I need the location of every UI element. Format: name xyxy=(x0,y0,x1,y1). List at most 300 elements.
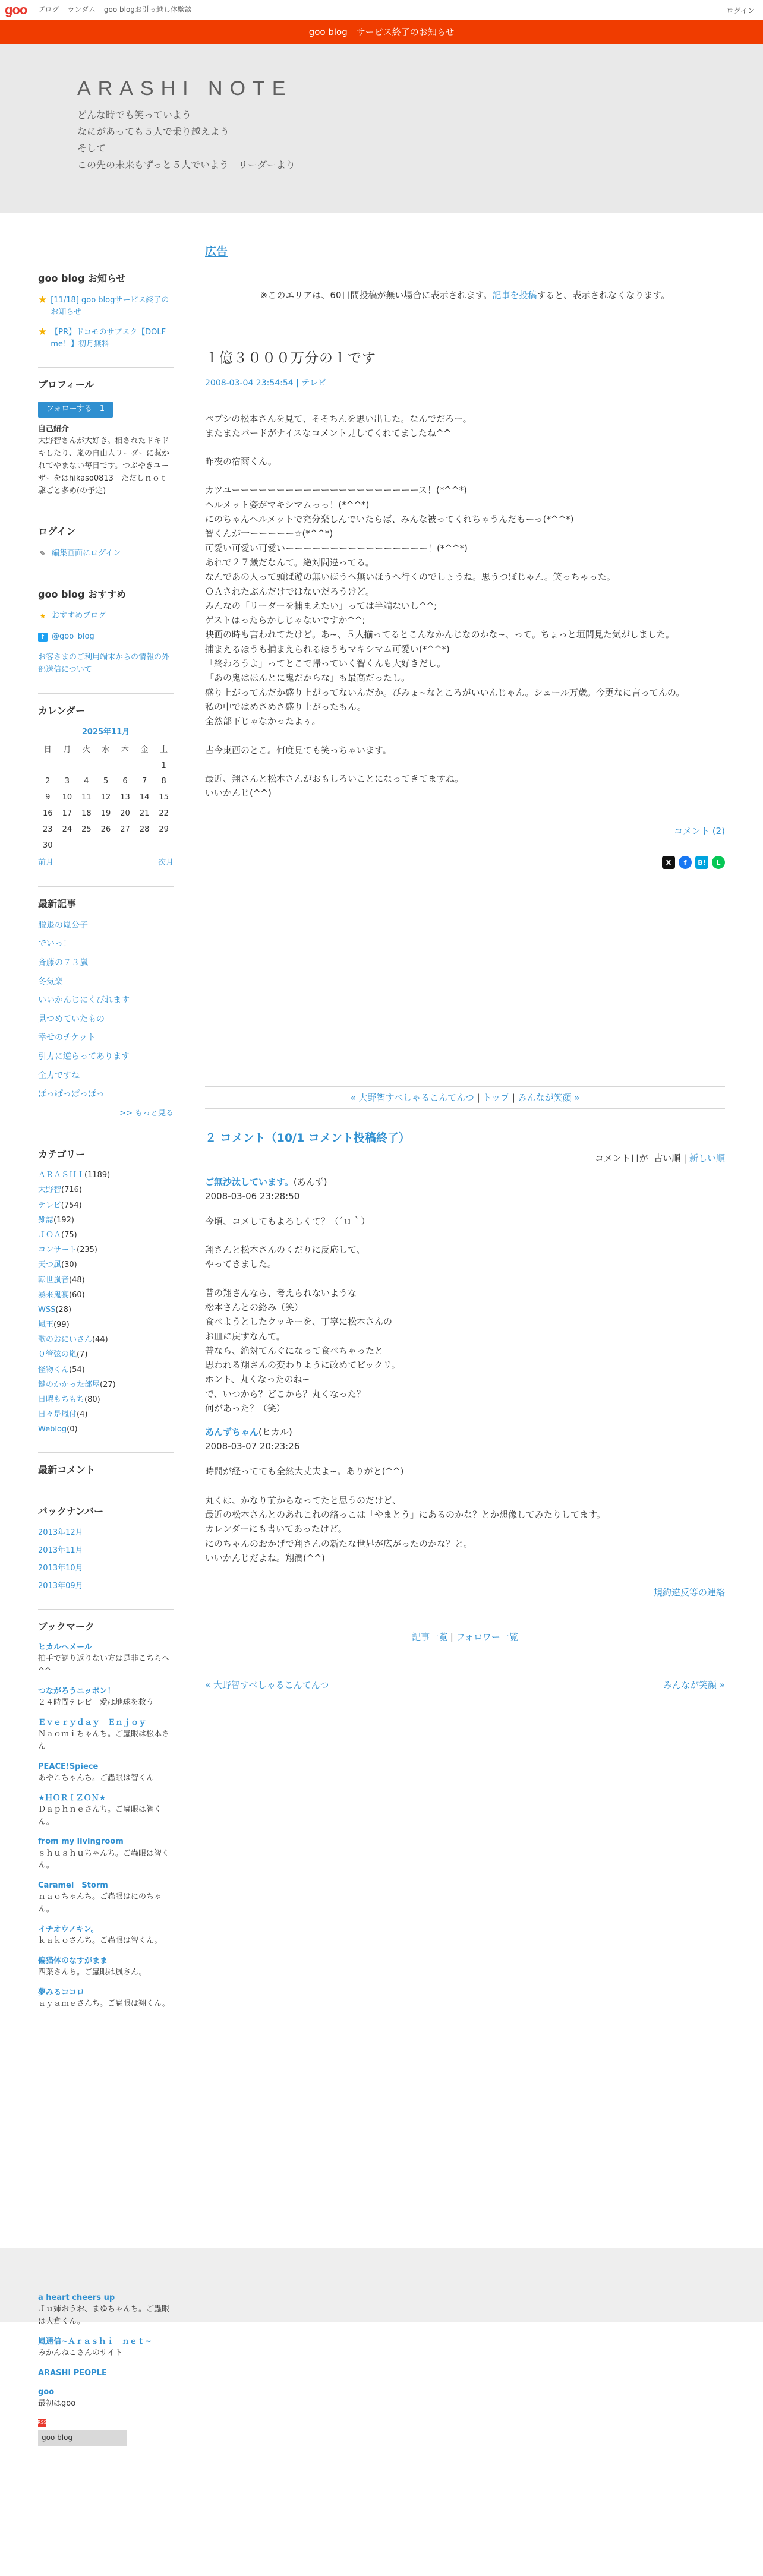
category-count: (7) xyxy=(77,1350,88,1360)
post-meta xyxy=(205,377,725,390)
comment-spacer xyxy=(205,1203,725,1214)
category-item[interactable] xyxy=(38,1290,174,1301)
bottom-area xyxy=(38,2293,174,2446)
category-item[interactable] xyxy=(38,1305,174,1316)
recent-post-link[interactable]: 見つめていたもの xyxy=(38,1014,105,1024)
category-name[interactable]: コンサート xyxy=(38,1246,77,1255)
category-count: (48) xyxy=(69,1275,85,1285)
calendar-day[interactable]: 27 xyxy=(120,824,130,834)
recent-post-link[interactable]: ぽっぽっぽっぽっ xyxy=(38,1089,105,1099)
category-name[interactable]: 鍵のかかった部屋 xyxy=(38,1380,100,1389)
comment xyxy=(205,1175,725,1416)
category-name[interactable]: WSS xyxy=(38,1305,56,1314)
bookmark-link[interactable]: goo xyxy=(38,2387,55,2397)
calendar-day xyxy=(58,758,77,775)
post-category[interactable]: テレビ xyxy=(301,378,327,388)
category-name[interactable]: ＪＯＡ xyxy=(38,1230,62,1240)
calendar-weekday: 水 xyxy=(102,745,110,754)
rss-icon[interactable]: RSS xyxy=(38,2419,46,2427)
comment-line: 翔さんと松本さんのくだりに反応して、 xyxy=(205,1244,365,1256)
service-end-notice-text[interactable]: goo blog サービス終了のお知らせ xyxy=(308,27,455,37)
blog-description xyxy=(77,107,295,173)
comment-date: 2008-03-06 23:28:50 xyxy=(205,1190,300,1202)
calendar-weekday: 木 xyxy=(121,745,130,754)
profile-intro-text: 大野智さんが大好き。相されたドキドキしたり、嵐の自由人リーダーに惹かれてやまない毎日です。つぶやきユーザーをはhikaso0813 ただしｎｏｔ駆ごと多め(の予定) xyxy=(38,437,170,495)
bookmark-description: ａｙａｍｅさんち。ご蟲眼は翔くん。 xyxy=(38,1999,170,2009)
category-name[interactable]: ０管弦の嵐 xyxy=(38,1350,77,1360)
post-body-line: ペプシの松本さんを見て、そそちんを思い出した。なんでだろー。 xyxy=(205,413,472,424)
edit-login-link[interactable]: 編集画面にログイン xyxy=(52,548,121,558)
calendar-week-row xyxy=(38,774,174,790)
calendar-day[interactable]: 14 xyxy=(139,793,150,802)
calendar-day xyxy=(77,838,96,854)
category-count: (4) xyxy=(77,1410,88,1420)
calendar-day[interactable]: 16 xyxy=(43,809,53,818)
category-count: (44) xyxy=(92,1335,108,1345)
category-item[interactable] xyxy=(38,1245,174,1256)
blog-description-line: この先の未来もずっと５人でいよう リーダーより xyxy=(77,159,296,170)
post-body-line: ゲストはったらかしじゃないですか^^; xyxy=(205,615,365,626)
profile-intro-label: 自己紹介 xyxy=(38,424,70,434)
calendar-day[interactable]: 26 xyxy=(100,824,111,834)
star-icon: ★ xyxy=(38,325,48,338)
bookmark-link[interactable]: ARASHI PEOPLE xyxy=(38,2368,107,2378)
post-navigation xyxy=(205,1086,725,1109)
post-nav-separator: | xyxy=(474,1092,483,1104)
news-item-link[interactable]: [11/18] goo blogサービス終了のお知らせ xyxy=(51,295,169,317)
recommend-widget-title: goo blog おすすめ xyxy=(38,588,127,600)
bookmark-link[interactable]: from my livingroom xyxy=(38,1837,124,1847)
category-name[interactable]: 大野智 xyxy=(38,1186,62,1195)
main-area xyxy=(0,213,763,2239)
category-name[interactable]: 日々是嵐付 xyxy=(38,1410,77,1420)
hatena-share-icon[interactable]: B! xyxy=(695,856,708,869)
post-body-line: 全然部下じゃなかったよぅ。 xyxy=(205,716,321,727)
calendar-day[interactable]: 5 xyxy=(103,777,109,786)
comment-line xyxy=(205,1228,725,1243)
category-count: (0) xyxy=(67,1425,78,1434)
twitter-link[interactable]: @goo_blog xyxy=(52,632,94,641)
comment-spacer xyxy=(205,1453,725,1464)
category-name[interactable]: Weblog xyxy=(38,1425,67,1434)
calendar-week-row xyxy=(38,758,174,775)
post-nav-separator: | xyxy=(509,1092,518,1104)
bookmark-link[interactable]: Caramel Storm xyxy=(38,1881,108,1891)
recent-posts-widget xyxy=(38,886,174,1120)
post-meta-separator: | xyxy=(293,378,302,388)
post-body-line xyxy=(205,729,725,743)
pencil-icon: ✎ xyxy=(39,549,46,558)
calendar-day[interactable]: 3 xyxy=(64,777,70,786)
post-date[interactable]: 2008-03-04 23:54:54 xyxy=(205,378,294,388)
follow-button[interactable]: フォローする 1 xyxy=(38,402,113,418)
category-item[interactable] xyxy=(38,1349,174,1360)
login-link[interactable]: ログイン xyxy=(726,7,755,15)
comment-line: 思われる翔さんの変わりように改めてビックリ。 xyxy=(205,1360,401,1371)
comment-line: やってきました。 xyxy=(205,1259,277,1270)
x-share-icon[interactable]: X xyxy=(662,856,675,869)
post-body-line: 映画の時も言われてたけど。あ~、５人揃ってるとこんなかんじなのかな~、って。ちょっと垣間見た気がしました。 xyxy=(205,629,674,640)
bookmark-description: Ｎａｏｍｉちゃんち。ご蟲眼は松本さん xyxy=(38,1730,170,1751)
comment xyxy=(205,1425,725,1565)
bookmark-widget xyxy=(38,1609,174,2011)
category-name[interactable]: 嵐王 xyxy=(38,1320,54,1330)
calendar-day xyxy=(115,758,135,775)
recent-post-link[interactable]: 冬気楽 xyxy=(38,976,63,987)
category-name[interactable]: 転世嵐音 xyxy=(38,1275,70,1285)
login-widget-title: ログイン xyxy=(38,526,76,538)
blog-title[interactable]: ARASHI NOTE xyxy=(77,77,293,100)
comment-line: カレンダーにも書いてあったけど。 xyxy=(205,1524,347,1535)
category-list xyxy=(38,1170,174,1435)
bookmark-description: Ｊｕ姉おうお、まゆちゃんち。ご蟲眼は大倉くん。 xyxy=(38,2305,170,2326)
calendar-next-link[interactable]: 次月 xyxy=(157,858,174,868)
calendar-day xyxy=(115,838,135,854)
bookmark-link[interactable]: 夢みるココロ xyxy=(38,1987,85,1997)
calendar-day[interactable]: 29 xyxy=(159,824,169,834)
calendar-day[interactable]: 11 xyxy=(81,793,92,802)
news-item[interactable] xyxy=(38,327,174,350)
category-count: (28) xyxy=(55,1305,72,1314)
calendar-table xyxy=(38,742,174,854)
category-name[interactable]: 歌のおにいさん xyxy=(38,1335,93,1345)
login-widget xyxy=(38,514,174,560)
calendar-day[interactable]: 10 xyxy=(62,793,72,802)
category-widget xyxy=(38,1137,174,1436)
calendar-day[interactable]: 25 xyxy=(81,824,92,834)
bookmark-link[interactable]: イチオウノキン。 xyxy=(38,1924,99,1934)
backnumber-title: バックナンバー xyxy=(38,1506,104,1518)
ad-notice-prefix: ※このエリアは、60日間投稿が無い場合に表示されます。 xyxy=(260,290,493,301)
category-count: (54) xyxy=(69,1365,85,1374)
post-body-line xyxy=(205,757,725,772)
backnumber-link[interactable]: 2013年09月 xyxy=(38,1582,83,1591)
comment-author xyxy=(205,1425,725,1439)
latest-comments-title: 最新コメント xyxy=(38,1464,96,1475)
bookmark-title: ブックマーク xyxy=(38,1620,94,1632)
calendar-day[interactable]: 2 xyxy=(45,777,51,786)
calendar-day[interactable]: 19 xyxy=(100,809,111,818)
category-item[interactable] xyxy=(38,1215,174,1226)
calendar-weekday-row xyxy=(38,742,174,758)
bookmark-list xyxy=(38,1642,174,2011)
article-list-link[interactable]: 記事一覧 xyxy=(412,1632,448,1643)
post-body-line: 盛り上がってんだか盛り上がってないんだか。ぴみょ~なところがいいんじゃん。シュール万歳。今更なに言ってんの。 xyxy=(205,687,685,698)
topnav-random[interactable]: ランダム xyxy=(67,5,96,14)
topnav-migration[interactable]: goo blogお引っ越し体験談 xyxy=(103,5,192,14)
sort-separator: | xyxy=(680,1152,689,1164)
recent-post-link[interactable]: 幸せのチケット xyxy=(38,1033,96,1043)
category-count: (716) xyxy=(61,1186,82,1195)
calendar-day xyxy=(135,838,155,854)
follower-list-link[interactable]: フォロワー一覧 xyxy=(456,1632,518,1643)
goo-blog-badge-text[interactable]: goo blog xyxy=(42,2433,73,2442)
post-body-line: 捕まえるほうも捕まえられるほうもマキシマム可愛い(*^^*) xyxy=(205,643,450,655)
news-item[interactable] xyxy=(38,295,174,318)
line-share-icon[interactable]: L xyxy=(712,856,725,869)
post-body-line: 「あの鬼はほんとに鬼だからな」も最高だったし。 xyxy=(205,672,411,684)
backnumber-link[interactable]: 2013年10月 xyxy=(38,1564,83,1573)
post-body-line: あれで２７歳だなんて。絶対間違ってる。 xyxy=(205,557,374,568)
backnumber-widget xyxy=(38,1494,174,1592)
bookmark-description: 拍手で謎り返りない方は是非こちらへ^^ xyxy=(38,1654,170,1676)
blog-description-line: なにがあっても５人で乗り越えよう xyxy=(77,126,229,137)
news-item-link[interactable]: 【PR】ドコモのサブスク【DOLF me！】初月無料 xyxy=(51,327,166,349)
calendar-day[interactable]: 12 xyxy=(100,793,111,802)
category-name[interactable]: ＡＲＡＳＨＩ xyxy=(38,1171,85,1180)
comment-line: 普なら、絶対てんぐになって食べちゃったと xyxy=(205,1345,384,1356)
external-transmission-link[interactable]: お客さまのご利用端末からの情報の外部送信について xyxy=(38,652,170,674)
recent-posts-list xyxy=(38,920,174,1101)
comments-header: ２ コメント（10/1 コメント投稿終了） xyxy=(205,1131,410,1145)
bookmark-description: Ｄａｐｈｎｅさんち。ご蟲眼は智くん。 xyxy=(38,1804,162,1826)
bookmark-description: 最初はgoo xyxy=(38,2399,76,2409)
category-name[interactable]: 怪物くん xyxy=(38,1365,70,1374)
comment-line: 今頃、コメしてもよろしくて？（´ｕ｀） xyxy=(205,1215,370,1227)
comment-count-link[interactable]: コメント (2) xyxy=(673,826,725,837)
latest-comments-widget xyxy=(38,1452,174,1478)
bottom-prev-post-link[interactable]: « 大野智すべしゃるこんてんつ xyxy=(205,1680,329,1691)
bookmark-description: ｎａｏちゃんち。ご蟲眼はにのちゃん。 xyxy=(38,1892,162,1914)
comment-handle: (ヒカル) xyxy=(258,1427,292,1438)
calendar-day[interactable]: 17 xyxy=(62,809,72,818)
category-name[interactable]: 天つ風 xyxy=(38,1260,62,1270)
topnav-blog[interactable]: ブログ xyxy=(37,5,59,14)
top-bar xyxy=(0,0,763,20)
ad-notice-suffix: すると、表示されなくなります。 xyxy=(537,290,670,301)
goo-logo[interactable]: goo xyxy=(5,2,27,17)
comment-line xyxy=(205,1272,725,1286)
calendar-day xyxy=(58,838,77,854)
post-article-link[interactable]: 記事を投稿 xyxy=(492,290,537,301)
more-posts-link[interactable]: >> もっと見る xyxy=(119,1108,174,1118)
sidebar xyxy=(38,261,174,2027)
service-end-notice[interactable] xyxy=(0,20,763,44)
post-body-line: カツユーーーーーーーーーーーーーーーーーーーーース！(*^^*) xyxy=(205,485,467,496)
post-body-line: にのちゃんヘルメットで充分楽しんでいたらば、みんな被ってくれちゃうんだもーっ(*^^*) xyxy=(205,514,574,525)
category-name[interactable]: テレビ xyxy=(38,1200,61,1210)
prev-post-link[interactable]: « 大野智すべしゃるこんてんつ xyxy=(350,1092,474,1104)
post-title[interactable]: １億３０００万分の１です xyxy=(205,350,376,366)
calendar-weekday: 日 xyxy=(43,745,52,754)
sort-old-option[interactable]: 古い順 xyxy=(654,1152,681,1164)
next-post-link[interactable]: みんなが笑顔 » xyxy=(518,1092,580,1104)
calendar-body xyxy=(38,758,174,854)
news-widget xyxy=(38,261,174,350)
post-body-line: いいかんじ(^^) xyxy=(205,788,272,799)
star-icon: ★ xyxy=(39,612,46,621)
calendar-day[interactable]: 7 xyxy=(141,777,147,786)
category-item[interactable] xyxy=(38,1424,174,1435)
top-link[interactable]: トップ xyxy=(483,1092,509,1104)
category-item[interactable] xyxy=(38,1365,174,1376)
recommend-blog-row[interactable] xyxy=(38,610,174,622)
bookmark-link[interactable]: a heart cheers up xyxy=(38,2293,115,2302)
calendar-prev-link[interactable]: 前月 xyxy=(38,858,54,868)
calendar-day xyxy=(96,758,116,775)
calendar-day xyxy=(38,758,58,775)
comment-line xyxy=(205,1479,725,1493)
bookmark-description: あやこちゃんち。ご蟲眼は智くん xyxy=(38,1773,155,1782)
comment-line: ホント、丸くなったのね~ xyxy=(205,1374,310,1385)
bookmark-link[interactable]: つながろうニッポン！ xyxy=(38,1686,115,1696)
calendar-day[interactable]: 28 xyxy=(139,824,150,834)
post-body-line: みんなの「リーダーを捕まえたい」っては半端ないし^^; xyxy=(205,600,437,611)
comment-line: 昔の翔さんなら、考えられないような xyxy=(205,1287,357,1298)
bookmark-description: みかんねこさんのサイト xyxy=(38,2348,123,2357)
recent-post-link[interactable]: 脱退の嵐公子 xyxy=(38,920,88,930)
category-name[interactable]: 暴来鬼宴 xyxy=(38,1290,70,1300)
category-item[interactable] xyxy=(38,1275,174,1286)
category-count: (75) xyxy=(61,1230,77,1240)
bookmark-description: ｋａｋｏさんち。ご蟲眼は智くん。 xyxy=(38,1936,162,1946)
bookmark-description: ｓｈｕｓｈｕちゃんち。ご蟲眼は智くん。 xyxy=(38,1848,170,1870)
calendar-widget-title: カレンダー xyxy=(38,704,85,716)
calendar-nav xyxy=(38,857,174,870)
backnumber-link[interactable]: 2013年11月 xyxy=(38,1545,83,1555)
calendar-day[interactable]: 4 xyxy=(84,777,89,786)
category-count: (27) xyxy=(100,1380,116,1389)
bookmark-link[interactable]: ヒカルヘメール xyxy=(38,1643,92,1652)
category-count: (99) xyxy=(53,1320,70,1330)
bottom-navigation xyxy=(205,1678,725,1692)
recommend-blog-link[interactable]: おすすめブログ xyxy=(52,611,106,621)
sort-new-option[interactable]: 新しい順 xyxy=(689,1152,725,1164)
category-name[interactable]: 日曜もちもち xyxy=(38,1395,85,1404)
recent-post-link[interactable]: 全力ですね xyxy=(38,1070,80,1080)
recent-post-link[interactable]: 斉藤の７３嵐 xyxy=(38,958,88,968)
backnumber-link[interactable]: 2013年12月 xyxy=(38,1528,83,1537)
calendar-weekday: 火 xyxy=(82,745,90,754)
category-item[interactable] xyxy=(38,1395,174,1405)
comment-sort xyxy=(205,1151,725,1165)
recent-post-link[interactable]: いいかんじにくびれます xyxy=(38,995,130,1006)
bookmark-link[interactable]: Ｅｖｅｒｙｄａｙ Ｅｎｊｏｙ xyxy=(38,1718,147,1727)
comment-line: 丸くは、かなり前からなってたと思うのだけど、 xyxy=(205,1494,402,1506)
category-widget-title: カテゴリー xyxy=(38,1148,86,1160)
post-body-line: 可愛い可愛い可愛いーーーーーーーーーーーーーーーー！(*^^*) xyxy=(205,542,468,554)
calendar-day[interactable]: 24 xyxy=(62,824,72,834)
goo-blog-badge[interactable] xyxy=(38,2430,127,2446)
post-body-line: 智くんが一ーーーーー☆(*^^*) xyxy=(205,528,333,539)
post-body-line: 古今東西のとこ。何度見ても笑っちゃいます。 xyxy=(205,744,392,756)
comment-line: で、いつから？どこから？丸くなった？ xyxy=(205,1388,365,1399)
category-item[interactable] xyxy=(38,1230,174,1241)
comment-handle: (あんず) xyxy=(293,1176,327,1187)
calendar-day xyxy=(135,758,155,775)
calendar-day xyxy=(96,838,116,854)
calendar-day[interactable]: 18 xyxy=(81,809,92,818)
facebook-share-icon[interactable]: f xyxy=(679,856,692,869)
comment-date: 2008-03-07 20:23:26 xyxy=(205,1441,300,1452)
calendar-day xyxy=(154,838,174,854)
calendar-weekday: 土 xyxy=(160,745,168,754)
news-widget-title: goo blog お知らせ xyxy=(38,273,126,284)
calendar-week-row xyxy=(38,806,174,822)
recent-posts-title: 最新記事 xyxy=(38,898,77,910)
blog-header xyxy=(0,44,763,213)
calendar-day[interactable]: 23 xyxy=(43,824,53,834)
calendar-day[interactable]: 9 xyxy=(45,793,51,802)
calendar-day[interactable]: 8 xyxy=(161,777,166,786)
star-icon: ★ xyxy=(38,293,48,306)
calendar-day[interactable]: 20 xyxy=(120,809,130,818)
twitter-row[interactable] xyxy=(38,631,174,643)
category-name[interactable]: 雑誌 xyxy=(38,1215,54,1225)
recommend-widget xyxy=(38,577,174,677)
comment-line: お皿に戻すなんて。 xyxy=(205,1330,285,1342)
blog-description-line: そして xyxy=(77,143,106,154)
report-violation-link[interactable]: 規約違反等の連絡 xyxy=(653,1587,725,1598)
calendar-weekday: 月 xyxy=(63,745,71,754)
twitter-icon: t xyxy=(38,633,48,642)
bookmark-link[interactable]: PEACE!Spiece xyxy=(38,1762,99,1771)
post-body-line xyxy=(205,440,725,454)
profile-widget xyxy=(38,367,174,497)
content-column xyxy=(205,243,725,1692)
category-item[interactable] xyxy=(38,1200,174,1211)
recent-post-link[interactable]: でいっ！ xyxy=(38,939,71,949)
calendar-week-row xyxy=(38,790,174,806)
backnumber-list xyxy=(38,1528,174,1592)
calendar-day[interactable]: 6 xyxy=(122,777,128,786)
calendar-day[interactable]: 22 xyxy=(159,809,169,818)
category-item[interactable] xyxy=(38,1409,174,1420)
profile-widget-title: プロフィール xyxy=(38,379,94,391)
bookmark-link[interactable]: ★ＨＯＲＩＺＯＮ★ xyxy=(38,1793,106,1803)
bookmark-list-continued xyxy=(38,2293,174,2410)
edit-login-row[interactable] xyxy=(38,548,174,560)
category-count: (754) xyxy=(61,1200,82,1210)
post-body-line xyxy=(205,469,725,483)
footer-links xyxy=(205,1619,725,1655)
comment-title[interactable]: あんずちゃん xyxy=(205,1427,259,1438)
category-item[interactable] xyxy=(38,1185,174,1196)
comment-line: にのちゃんのおかげで翔さんの新たな世界が広がったのかな？と。 xyxy=(205,1538,473,1549)
calendar-day[interactable]: 30 xyxy=(43,840,53,850)
bookmark-link[interactable]: 偏猫体のなすがまま xyxy=(38,1956,108,1965)
calendar-widget xyxy=(38,693,174,870)
calendar-day[interactable]: 15 xyxy=(159,793,169,802)
post-body xyxy=(205,412,725,801)
category-item[interactable] xyxy=(38,1335,174,1345)
calendar-day[interactable]: 21 xyxy=(139,809,150,818)
calendar-day xyxy=(77,758,96,775)
comment-title[interactable]: ご無沙汰しています。 xyxy=(205,1176,294,1187)
calendar-month: 2025年11月 xyxy=(81,728,130,737)
calendar-day[interactable]: 13 xyxy=(120,793,130,802)
comment-line: 時間が経ってても全然大丈夫よ~。ありがと(^^) xyxy=(205,1466,404,1477)
category-item[interactable] xyxy=(38,1260,174,1270)
comment-sort-label: コメント日が xyxy=(594,1152,648,1164)
bookmark-description: 四葉さんち。ご蟲眼は嵐さん。 xyxy=(38,1968,147,1977)
category-item[interactable] xyxy=(38,1320,174,1330)
category-count: (30) xyxy=(61,1260,77,1270)
category-item[interactable] xyxy=(38,1170,174,1181)
ad-label[interactable]: 広告 xyxy=(205,245,228,258)
category-count: (60) xyxy=(69,1290,85,1300)
post-body-line: 最近、翔さんと松本さんがおもしろいことになってきてますね。 xyxy=(205,773,464,784)
bottom-next-post-link[interactable]: みんなが笑顔 » xyxy=(663,1680,725,1691)
comment-line: 松本さんとの絡み（笑） xyxy=(205,1301,304,1313)
bookmark-link[interactable]: 嵐通信~Ａｒａｓｈｉ ｎｅｔ~ xyxy=(38,2337,152,2346)
post-body-line: 私の中ではめさめさ盛り上がったもん。 xyxy=(205,701,366,712)
ad-notice xyxy=(205,288,725,302)
recent-post-link[interactable]: 引力に逆らってあります xyxy=(38,1052,130,1062)
calendar-day[interactable]: 1 xyxy=(161,761,166,770)
category-count: (1189) xyxy=(84,1171,111,1180)
category-item[interactable] xyxy=(38,1380,174,1390)
